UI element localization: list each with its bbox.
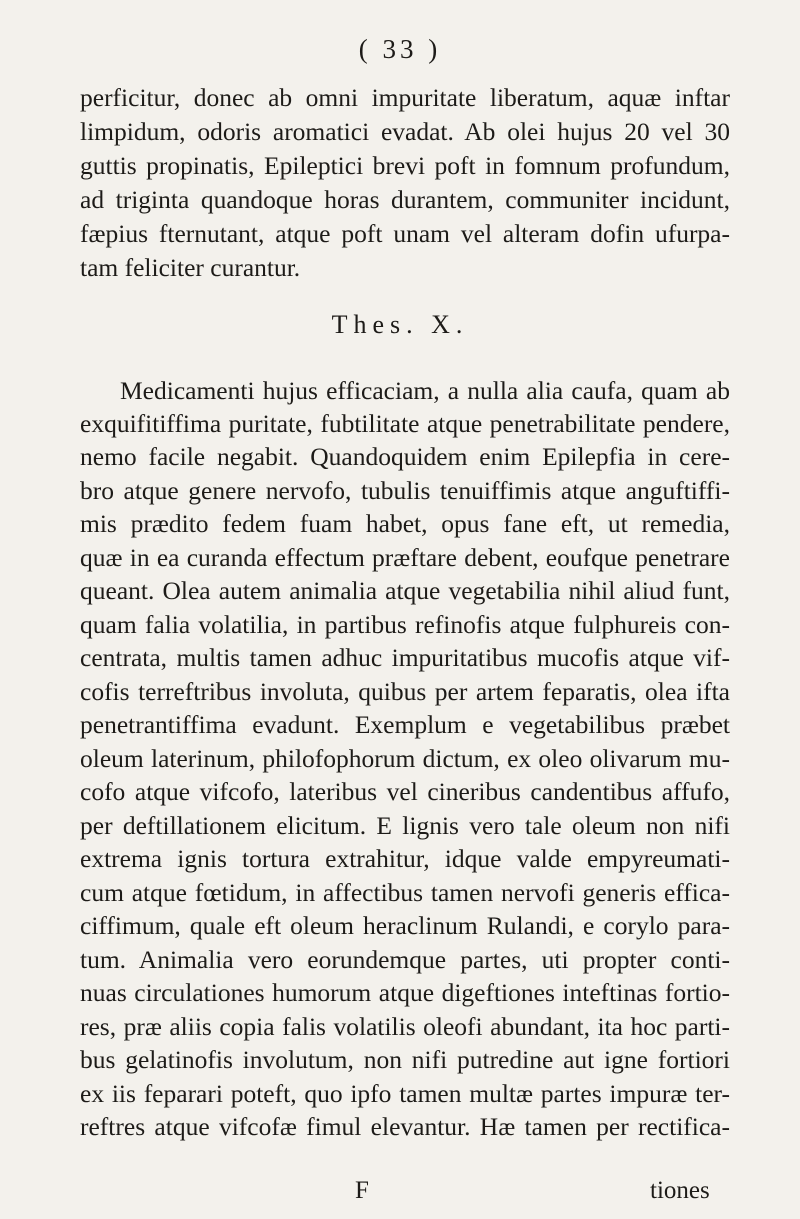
page-number: ( 33 ) (358, 34, 442, 64)
catchword: tiones (650, 1177, 710, 1204)
text-line: res, præ aliis copia falis volatilis oleofi abundant, ita hoc parti- (80, 1012, 730, 1041)
text-line: guttis propinatis, Epileptici brevi poft in fomnum profundum, (80, 151, 730, 180)
text-line: reftres atque vifcofæ fimul elevantur. Hæ tamen per rectifica- (80, 1112, 730, 1141)
text-line: cofo atque vifcofo, lateribus vel cineribus candentibus affufo, (80, 777, 730, 806)
text-line: perficitur, donec ab omni impuritate liberatum, aquæ inftar (80, 83, 730, 112)
text-line: nemo facile negabit. Quandoquidem enim Epilepfia in cere- (80, 442, 730, 471)
text-line: cofis terreftribus involuta, quibus per artem feparatis, olea ifta (80, 677, 730, 706)
text-line: nuas circulationes humorum atque digeftiones inteftinas fortio- (80, 978, 730, 1007)
text-line: fæpius fternutant, atque poft unam vel alteram dofin ufurpa- (80, 219, 730, 248)
text-line: cum atque fœtidum, in affectibus tamen nervofi generis effica- (80, 878, 730, 907)
text-line: extrema ignis tortura extrahitur, idque valde empyreumati- (80, 844, 730, 873)
text-line: tam feliciter curantur. (80, 253, 301, 282)
text-line: ad triginta quandoque horas durantem, communiter incidunt, (80, 185, 730, 214)
text-line: oleum laterinum, philofophorum dictum, ex oleo olivarum mu- (80, 744, 730, 773)
text-line: exquifitiffima puritate, fubtilitate atque penetrabilitate pendere, (80, 409, 730, 438)
text-line: queant. Olea autem animalia atque vegetabilia nihil aliud funt, (80, 576, 730, 605)
text-line: centrata, multis tamen adhuc impuritatibus mucofis atque vif- (80, 643, 730, 672)
text-line: Medicamenti hujus efficaciam, a nulla alia caufa, quam ab (120, 376, 730, 405)
signature-mark: F (355, 1177, 369, 1204)
text-line: penetrantiffima evadunt. Exemplum e vegetabilibus præbet (80, 710, 730, 739)
text-line: mis prædito fedem fuam habet, opus fane eft, ut remedia, (80, 509, 730, 538)
text-line: ciffimum, quale eft oleum heraclinum Rulandi, e corylo para- (80, 911, 730, 940)
text-line: limpidum, odoris aromatici evadat. Ab olei hujus 20 vel 30 (80, 117, 730, 146)
text-line: bro atque genere nervofo, tubulis tenuiffimis atque anguftiffi- (80, 476, 730, 505)
section-heading: Thes. X. (331, 310, 469, 339)
text-line: quam falia volatilia, in partibus refinofis atque fulphureis con- (80, 610, 730, 639)
text-line: ex iis feparari poteft, quo ipfo tamen multæ partes impuræ ter- (80, 1079, 730, 1108)
text-line: quæ in ea curanda effectum præftare debent, eoufque penetrare (80, 543, 730, 572)
text-line: per deftillationem elicitum. E lignis vero tale oleum non nifi (80, 811, 730, 840)
text-line: bus gelatinofis involutum, non nifi putredine aut igne fortiori (80, 1045, 730, 1074)
text-line: tum. Animalia vero eorundemque partes, uti propter conti- (80, 945, 730, 974)
